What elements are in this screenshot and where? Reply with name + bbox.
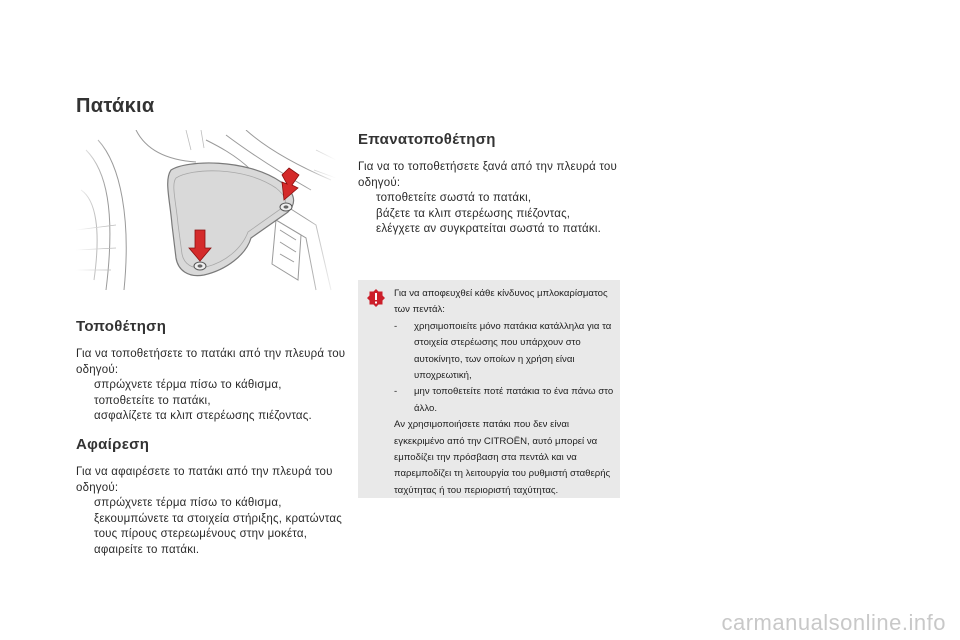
- list-item: σπρώχνετε τέρμα πίσω το κάθισμα,: [94, 497, 282, 509]
- floor-mat-illustration: [76, 130, 336, 293]
- list-item: αφαιρείτε το πατάκι.: [94, 543, 200, 556]
- reinstallation-steps: [358, 191, 623, 238]
- list-item: βάζετε τα κλιπ στερέωσης πιέζοντας,: [376, 207, 571, 220]
- placement-intro: Για να τοποθετήσετε το πατάκι από την πλευρά του οδηγού:: [76, 348, 346, 376]
- list-item: τοποθετείτε σωστά το πατάκι,: [376, 192, 532, 204]
- warning-box: [358, 280, 620, 498]
- footer-watermark: carmanualsonline.info: [721, 610, 946, 635]
- placement-heading: Τοποθέτηση: [76, 318, 167, 335]
- page-title: Πατάκια: [76, 95, 155, 117]
- list-item: σπρώχνετε τέρμα πίσω το κάθισμα,: [94, 379, 282, 391]
- list-item: ελέγχετε αν συγκρατείται σωστά το πατάκι.: [376, 223, 601, 235]
- list-item: ξεκουμπώνετε τα στοιχεία στήριξης, κρατώντας τους πίρους στερεωμένους στην μοκέτα,: [94, 512, 342, 540]
- warning-item: - χρησιμοποιείτε μόνο πατάκια κατάλληλα για τα στοιχεία στερέωσης που υπάρχουν στο αυτοκίνητο, των οποίων η χρήση είναι υποχρεωτική,: [394, 320, 612, 382]
- warning-note: Αν χρησιμοποιήσετε πατάκι που δεν είναι εγκεκριμένο από την CITROËN, αυτό μπορεί να εμποδίζει την πρόσβαση στα πεντάλ και να παρεμποδίζει τη λειτουργία του ρυθμιστή σταθερής ταχύτητας ή του περιοριστή ταχύτητας.: [394, 419, 611, 496]
- warning-intro: Για να αποφευχθεί κάθε κίνδυνος μπλοκαρίσματος των πεντάλ:: [394, 288, 608, 316]
- reinstallation-heading: Επανατοποθέτηση: [358, 131, 496, 148]
- removal-steps: [76, 496, 346, 558]
- reinstallation-section: [358, 131, 623, 238]
- warning-item: - μην τοποθετείτε ποτέ πατάκια το ένα πάνω στο άλλο.: [394, 386, 614, 414]
- removal-heading: Αφαίρεση: [76, 436, 150, 453]
- list-item: τοποθετείτε το πατάκι,: [94, 394, 211, 407]
- list-item: ασφαλίζετε τα κλιπ στερέωσης πιέζοντας.: [94, 410, 312, 422]
- warning-icon: [366, 288, 386, 308]
- removal-intro: Για να αφαιρέσετε το πατάκι από την πλευρά του οδηγού:: [76, 466, 333, 494]
- placement-section: [76, 318, 346, 425]
- placement-steps: [76, 378, 346, 425]
- removal-section: [76, 436, 346, 558]
- reinstallation-intro: Για να το τοποθετήσετε ξανά από την πλευρά του οδηγού:: [358, 161, 618, 189]
